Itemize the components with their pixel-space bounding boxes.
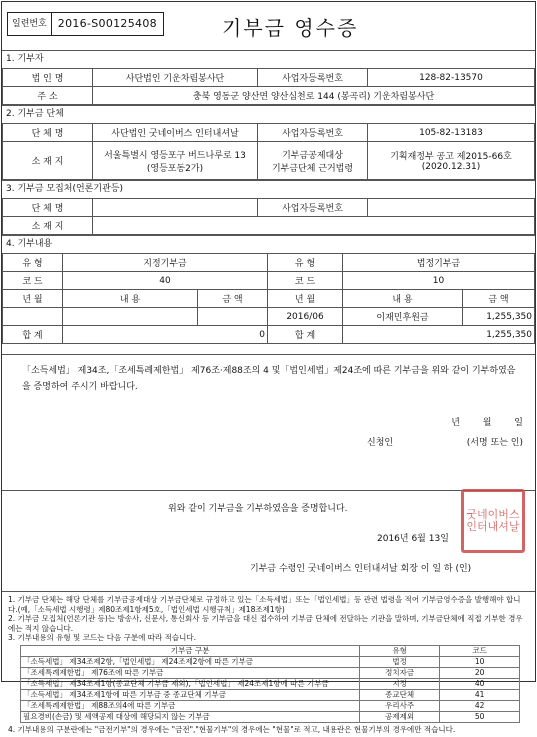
content-table [2, 254, 535, 344]
code-th-2: 코드 [440, 645, 520, 656]
note-3: 3. 기부내용의 유형 및 코드는 다음 구분에 따라 적습니다. [8, 633, 197, 642]
official-seal: 굿네이버스 인터내셔날 [461, 489, 525, 553]
collector-reg [368, 199, 535, 217]
code-row-0-desc: 「소득세법」 제34조제2항,「법인세법」 제24조제2항에 따른 기부금 [21, 656, 360, 667]
org-basis-label1: 기부금공제대상 [282, 150, 343, 161]
cert-date: 2016년 6월 13일 [377, 534, 449, 544]
code-th-1: 유형 [360, 645, 440, 656]
code-row-5-desc: 필요경비(손금) 및 세액공제 대상에 해당되지 않는 기부금 [21, 711, 360, 722]
donor-addr-label: 주 소 [3, 87, 93, 105]
org-table [2, 124, 535, 180]
code-label-b: 코 드 [268, 272, 343, 290]
code-row-4-code: 42 [440, 700, 520, 711]
collector-reg-label: 사업자등록번호 [258, 199, 368, 217]
ym-label-b: 년 월 [268, 290, 343, 308]
org-reg-label: 사업자등록번호 [258, 124, 368, 142]
donor-name: 사단법인 기운차림봉사단 [93, 69, 258, 87]
applicant-label: 신청인 [367, 438, 394, 448]
code-a: 40 [63, 272, 268, 290]
collector-loc-label: 소 재 지 [3, 217, 93, 235]
total-label-b: 합 계 [268, 326, 343, 344]
code-b: 10 [343, 272, 535, 290]
total-b: 1,255,350 [343, 326, 535, 344]
code-row-1-type: 정치자금 [360, 667, 440, 678]
org-name-label: 단 체 명 [3, 124, 93, 142]
request-text: 「소득세법」 제34조,「조세특례제한법」 제76조·제88조의 4 및「법인세법」제24조에 따른 기부금을 위와 같이 기부하였음을 증명하여 주시기 바랍니다. [22, 366, 516, 392]
applicant-sign: (서명 또는 인) [466, 438, 523, 448]
code-row-0-code: 10 [440, 656, 520, 667]
code-row-4-desc: 「조세특례제한법」 제88조의4에 따른 기부금 [21, 700, 360, 711]
code-row-3-type: 종교단체 [360, 689, 440, 700]
code-row-3-desc: 「소득세법」 제34조제1항에 따른 기부금 중 종교단체 기부금 [21, 689, 360, 700]
ym-label-a: 년 월 [3, 290, 63, 308]
collector-name-label: 단 체 명 [3, 199, 93, 217]
content-label-a: 내 용 [63, 290, 198, 308]
cert-text: 위와 같이 기부금을 기부하였음을 증명합니다. [168, 504, 348, 514]
amount-label-a: 금 액 [198, 290, 268, 308]
row-amount-b: 1,255,350 [463, 308, 535, 326]
donor-reg: 128-82-13570 [368, 69, 535, 87]
code-row-5-code: 50 [440, 711, 520, 722]
section-collector-title: 3. 기부금 모집처(언론기관등) [2, 180, 535, 199]
amount-label-b: 금 액 [463, 290, 535, 308]
code-row-1-code: 20 [440, 667, 520, 678]
org-basis [368, 142, 535, 180]
code-row-0-type: 법정 [360, 656, 440, 667]
row-ym-a [3, 308, 63, 326]
org-basis-label2: 기부금단체 근거법령 [271, 163, 354, 174]
request-statement [2, 354, 535, 491]
serial-number: 2016-S00125408 [57, 17, 157, 30]
notes [2, 592, 535, 737]
code-label-a: 코 드 [3, 272, 63, 290]
org-basis-label [258, 142, 368, 180]
row-ym-b: 2016/06 [268, 308, 343, 326]
code-th-0: 기부금 구분 [21, 645, 360, 656]
donor-addr: 충북 영동군 양산면 양산심천로 144 (봉곡리) 기운차림봉사단 [93, 87, 535, 105]
org-basis1: 기획재정부 공고 제2015-66호 [390, 152, 512, 162]
code-row-2-code: 40 [440, 678, 520, 689]
header [2, 2, 535, 50]
total-a: 0 [63, 326, 268, 344]
code-table [20, 645, 520, 723]
content-label-b: 내 용 [343, 290, 463, 308]
serial-box [7, 12, 164, 36]
cert-receiver: 기부금 수령인 굿네이버스 인터내셔날 회장 이 일 하 (인) [250, 564, 472, 574]
type-b: 법정기부금 [343, 254, 535, 272]
section-donor-title: 1. 기부자 [2, 50, 535, 69]
type-a: 지정기부금 [63, 254, 268, 272]
collector-name [93, 199, 258, 217]
certification [2, 491, 535, 592]
donor-table [2, 69, 535, 105]
receipt-page [1, 1, 536, 734]
row-content-a [63, 308, 198, 326]
total-label-a: 합 계 [3, 326, 63, 344]
type-label-b: 유 형 [268, 254, 343, 272]
code-row-1-desc: 「조세특례제한법」 제76조에 따른 기부금 [21, 667, 360, 678]
org-name: 사단법인 굿네이버스 인터내셔날 [93, 124, 258, 142]
row-amount-a [198, 308, 268, 326]
note-4: 4. 기부내용의 구분란에는 "금전기부"의 경우에는 "금전","현물기부"의 경우에는 "현물"로 적고, 내용란은 현물기부의 경우에만 적습니다. [8, 724, 456, 734]
org-loc-label: 소 재 지 [3, 142, 93, 180]
org-loc-line2: (영등포동2가) [146, 163, 204, 174]
section-content-title: 4. 기부내용 [2, 235, 535, 254]
row-content-b: 이재민후원금 [343, 308, 463, 326]
code-row-4-type: 우리사주 [360, 700, 440, 711]
code-row-2-type: 지정 [360, 678, 440, 689]
serial-label: 일련번호 [8, 13, 52, 35]
org-loc [93, 142, 258, 180]
collector-loc [93, 217, 535, 235]
code-row-3-code: 41 [440, 689, 520, 700]
org-loc-line1: 서울특별시 영등포구 버드나루로 13 [104, 150, 246, 161]
org-reg: 105-82-13183 [368, 124, 535, 142]
code-row-5-type: 공제제외 [360, 711, 440, 722]
type-label-a: 유 형 [3, 254, 63, 272]
donor-reg-label: 사업자등록번호 [258, 69, 368, 87]
note-2: 2. 기부금 모집처(언론기관 등)는 방송사, 신문사, 통신회사 등 기부금을 대신 접수하여 기부금 단체에 전달하는 기관을 말하며, 기부금단체에 직접 기부한 경우에는 적지 않습니다. [8, 614, 523, 633]
page-title: 기부금 영수증 [222, 16, 359, 40]
note-1: 1. 기부금 단체는 해당 단체를 기부금공제대상 기부금단체로 규정하고 있는「소득세법」또는「법인세법」등 관련 법령을 적어 기부금영수증을 발행해야 합니다.(예,「소득세법 시행령」제80조제1항제5호,「법인세법 시행규칙」제18조제1항) [8, 595, 521, 614]
org-basis2: (2020.12.31) [421, 162, 481, 172]
collector-table [2, 199, 535, 235]
code-row-2-desc: 「소득세법」 제34조제1항(종교단체 기부금 제외),「법인세법」 제24조제1항에 따른 기부금 [21, 678, 360, 689]
donor-name-label: 법 인 명 [3, 69, 93, 87]
section-org-title: 2. 기부금 단체 [2, 105, 535, 124]
request-date: 년 월 일 [451, 418, 523, 428]
